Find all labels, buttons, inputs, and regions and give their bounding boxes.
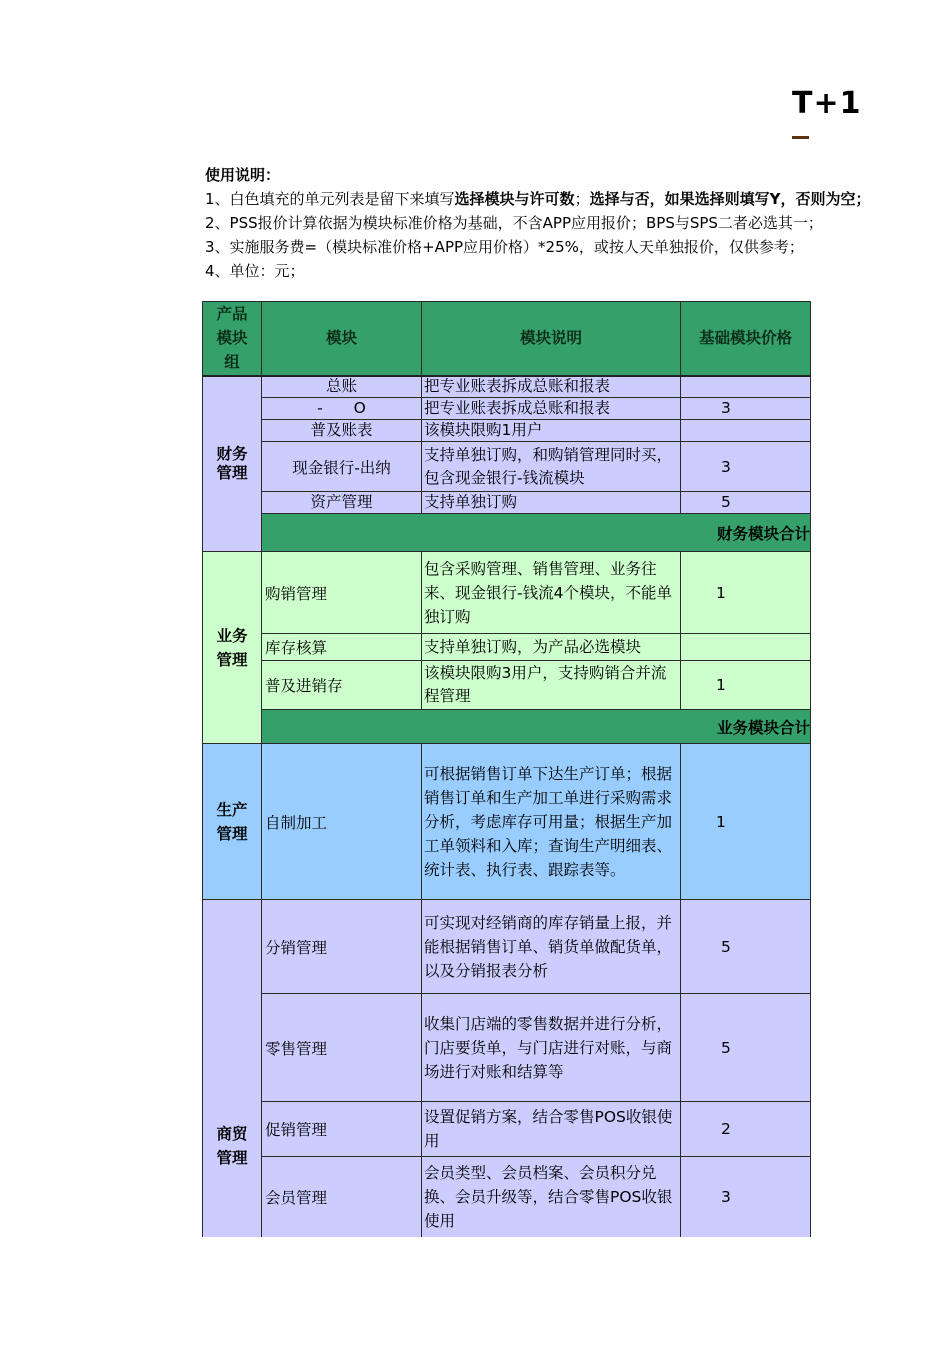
- desc-cell: 该模块限购1用户: [422, 420, 681, 442]
- price-cell[interactable]: 2: [681, 1102, 811, 1157]
- module-cell: 促销管理: [262, 1102, 422, 1157]
- module-cell: 自制加工: [262, 744, 422, 900]
- desc-cell: 支持单独订购: [422, 492, 681, 514]
- notes-line-4: 4、单位：元；: [205, 262, 305, 280]
- table-row: [203, 376, 811, 398]
- notes-line-3: 3、实施服务费=（模块标准价格+APP应用价格）*25%，或按人天单独报价，仅供参考；: [205, 238, 804, 256]
- group-trade: 商贸管理: [203, 900, 262, 1237]
- table-row: [203, 994, 811, 1102]
- group-finance: 财务管理: [203, 376, 262, 552]
- header-desc: 模块说明: [422, 302, 681, 376]
- usage-notes: [205, 163, 870, 283]
- module-cell: - O: [262, 398, 422, 420]
- desc-cell: 可实现对经销商的库存销量上报，并能根据销售订单、销货单做配货单，以及分销报表分析: [422, 900, 681, 994]
- subtotal-row: [203, 710, 811, 744]
- desc-cell: 支持单独订购，为产品必选模块: [422, 634, 681, 661]
- table-row: [203, 420, 811, 442]
- price-cell[interactable]: 5: [681, 492, 811, 514]
- module-cell: 现金银行-出纳: [262, 442, 422, 492]
- module-cell: 会员管理: [262, 1157, 422, 1237]
- notes-line-1-sep: ；: [574, 190, 590, 208]
- price-cell[interactable]: [681, 420, 811, 442]
- desc-cell: 把专业账表拆成总账和报表: [422, 376, 681, 398]
- table-row: [203, 744, 811, 900]
- price-table: [202, 301, 811, 1237]
- desc-cell: 设置促销方案，结合零售POS收银使用: [422, 1102, 681, 1157]
- desc-cell: 会员类型、会员档案、会员积分兑换、会员升级等，结合零售POS收银使用: [422, 1157, 681, 1237]
- notes-line-1-bold-b: 选择与否，如果选择则填写Y，否则为空；: [589, 190, 871, 208]
- business-subtotal-label: 业务模块合计: [262, 710, 811, 744]
- table-header-row: [203, 302, 811, 376]
- notes-title: 使用说明：: [205, 166, 281, 184]
- table-row: [203, 900, 811, 994]
- table-row: [203, 1102, 811, 1157]
- finance-subtotal-label: 财务模块合计: [262, 514, 811, 552]
- module-cell: 资产管理: [262, 492, 422, 514]
- header-module: 模块: [262, 302, 422, 376]
- module-cell: 普及账表: [262, 420, 422, 442]
- module-cell: 总账: [262, 376, 422, 398]
- module-cell: 分销管理: [262, 900, 422, 994]
- price-cell[interactable]: 5: [681, 900, 811, 994]
- group-production: 生产管理: [203, 744, 262, 900]
- table-row: [203, 1157, 811, 1237]
- table-row: [203, 634, 811, 661]
- table-row: [203, 442, 811, 492]
- module-cell: 普及进销存: [262, 661, 422, 710]
- desc-cell: 支持单独订购，和购销管理同时买，包含现金银行-钱流模块: [422, 442, 681, 492]
- price-cell[interactable]: 1: [681, 552, 811, 634]
- desc-cell: 可根据销售订单下达生产订单；根据销售订单和生产加工单进行采购需求分析，考虑库存可用量；根据生产加工单领料和入库；查询生产明细表、统计表、执行表、跟踪表等。: [422, 744, 681, 900]
- price-cell[interactable]: 1: [681, 744, 811, 900]
- price-cell[interactable]: 3: [681, 1157, 811, 1237]
- desc-cell: 包含采购管理、销售管理、业务往来、现金银行-钱流4个模块，不能单独订购: [422, 552, 681, 634]
- subtotal-row: [203, 514, 811, 552]
- desc-cell: 该模块限购3用户，支持购销合并流程管理: [422, 661, 681, 710]
- module-cell: 库存核算: [262, 634, 422, 661]
- price-cell[interactable]: 5: [681, 994, 811, 1102]
- table-row: [203, 398, 811, 420]
- brand-title: T+1: [792, 86, 862, 121]
- notes-line-2: 2、PSS报价计算依据为模块标准价格为基础，不含APP应用报价；BPS与SPS二者必选其一；: [205, 214, 823, 232]
- notes-line-1-text: 1、白色填充的单元列表是留下来填写: [205, 190, 455, 208]
- module-cell: 购销管理: [262, 552, 422, 634]
- header-group: 产品模块组: [203, 302, 262, 376]
- table-row: [203, 492, 811, 514]
- header-price: 基础模块价格: [681, 302, 811, 376]
- module-cell: 零售管理: [262, 994, 422, 1102]
- price-cell[interactable]: [681, 376, 811, 398]
- table-row: [203, 552, 811, 634]
- group-business: 业务管理: [203, 552, 262, 744]
- price-cell[interactable]: 3: [681, 398, 811, 420]
- price-cell[interactable]: 1: [681, 661, 811, 710]
- price-cell[interactable]: [681, 634, 811, 661]
- brand-underline: [792, 136, 809, 139]
- table-row: [203, 661, 811, 710]
- desc-cell: 收集门店端的零售数据并进行分析，门店要货单，与门店进行对账，与商场进行对账和结算等: [422, 994, 681, 1102]
- desc-cell: 把专业账表拆成总账和报表: [422, 398, 681, 420]
- notes-line-1: [205, 187, 870, 211]
- price-cell[interactable]: 3: [681, 442, 811, 492]
- notes-line-1-bold-a: 选择模块与许可数: [454, 190, 575, 208]
